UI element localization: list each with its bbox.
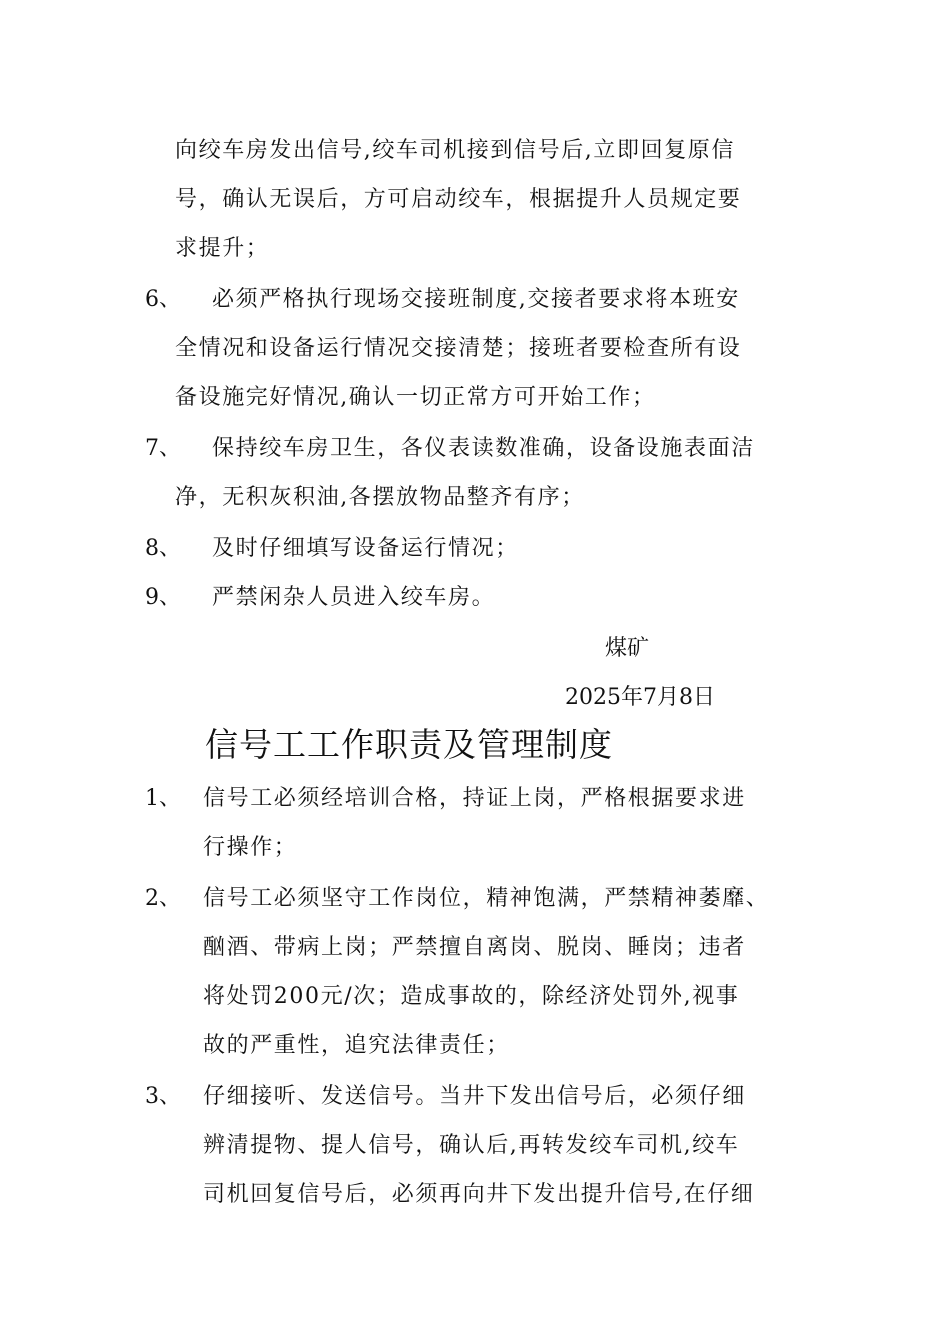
list-item-line: 必须严格执行现场交接班制度,交接者要求将本班安 bbox=[212, 287, 740, 312]
list-item-line: 辨清提物、提人信号，确认后,再转发绞车司机,绞车 bbox=[203, 1133, 740, 1158]
list-item-line: 将处罚200元/次；造成事故的，除经济处罚外,视事 bbox=[203, 984, 740, 1009]
list-item-line: 全情况和设备运行情况交接清楚；接班者要检查所有设 bbox=[175, 336, 742, 361]
paragraph-line: 号，确认无误后，方可启动绞车，根据提升人员规定要 bbox=[175, 187, 742, 212]
list-item-line: 行操作； bbox=[203, 835, 298, 860]
list-item-number: 7、 bbox=[145, 436, 181, 461]
paragraph-line: 向绞车房发出信号,绞车司机接到信号后,立即回复原信 bbox=[175, 138, 735, 163]
list-item-number: 6、 bbox=[145, 287, 181, 312]
signature: 煤矿 bbox=[605, 636, 650, 661]
list-item-line: 净，无积灰积油,各摆放物品整齐有序； bbox=[175, 485, 585, 510]
list-item-line: 信号工必须坚守工作岗位，精神饱满，严禁精神萎靡、 bbox=[203, 886, 770, 911]
paragraph-line: 求提升； bbox=[175, 236, 270, 261]
list-item-line: 酗酒、带病上岗；严禁擅自离岗、脱岗、睡岗；违者 bbox=[203, 935, 746, 960]
list-item-line: 司机回复信号后，必须再向井下发出提升信号,在仔细 bbox=[203, 1182, 755, 1207]
list-item-number: 2、 bbox=[145, 886, 181, 911]
list-item-number: 8、 bbox=[145, 536, 181, 561]
list-item-line: 信号工必须经培训合格，持证上岗，严格根据要求进 bbox=[203, 786, 746, 811]
list-item-line: 备设施完好情况,确认一切正常方可开始工作； bbox=[175, 385, 656, 410]
list-item-line: 故的严重性，追究法律责任； bbox=[203, 1033, 510, 1058]
list-item-line: 严禁闲杂人员进入绞车房。 bbox=[212, 585, 496, 610]
list-item-number: 1、 bbox=[145, 786, 181, 811]
list-item-line: 及时仔细填写设备运行情况； bbox=[212, 536, 519, 561]
list-item-line: 仔细接听、发送信号。当井下发出信号后，必须仔细 bbox=[203, 1084, 746, 1109]
list-item-number: 9、 bbox=[145, 585, 181, 610]
section-title: 信号工工作职责及管理制度 bbox=[205, 725, 613, 764]
list-item-number: 3、 bbox=[145, 1084, 181, 1109]
date: 2025年7月8日 bbox=[565, 685, 715, 710]
list-item-line: 保持绞车房卫生，各仪表读数准确，设备设施表面洁 bbox=[212, 436, 755, 461]
